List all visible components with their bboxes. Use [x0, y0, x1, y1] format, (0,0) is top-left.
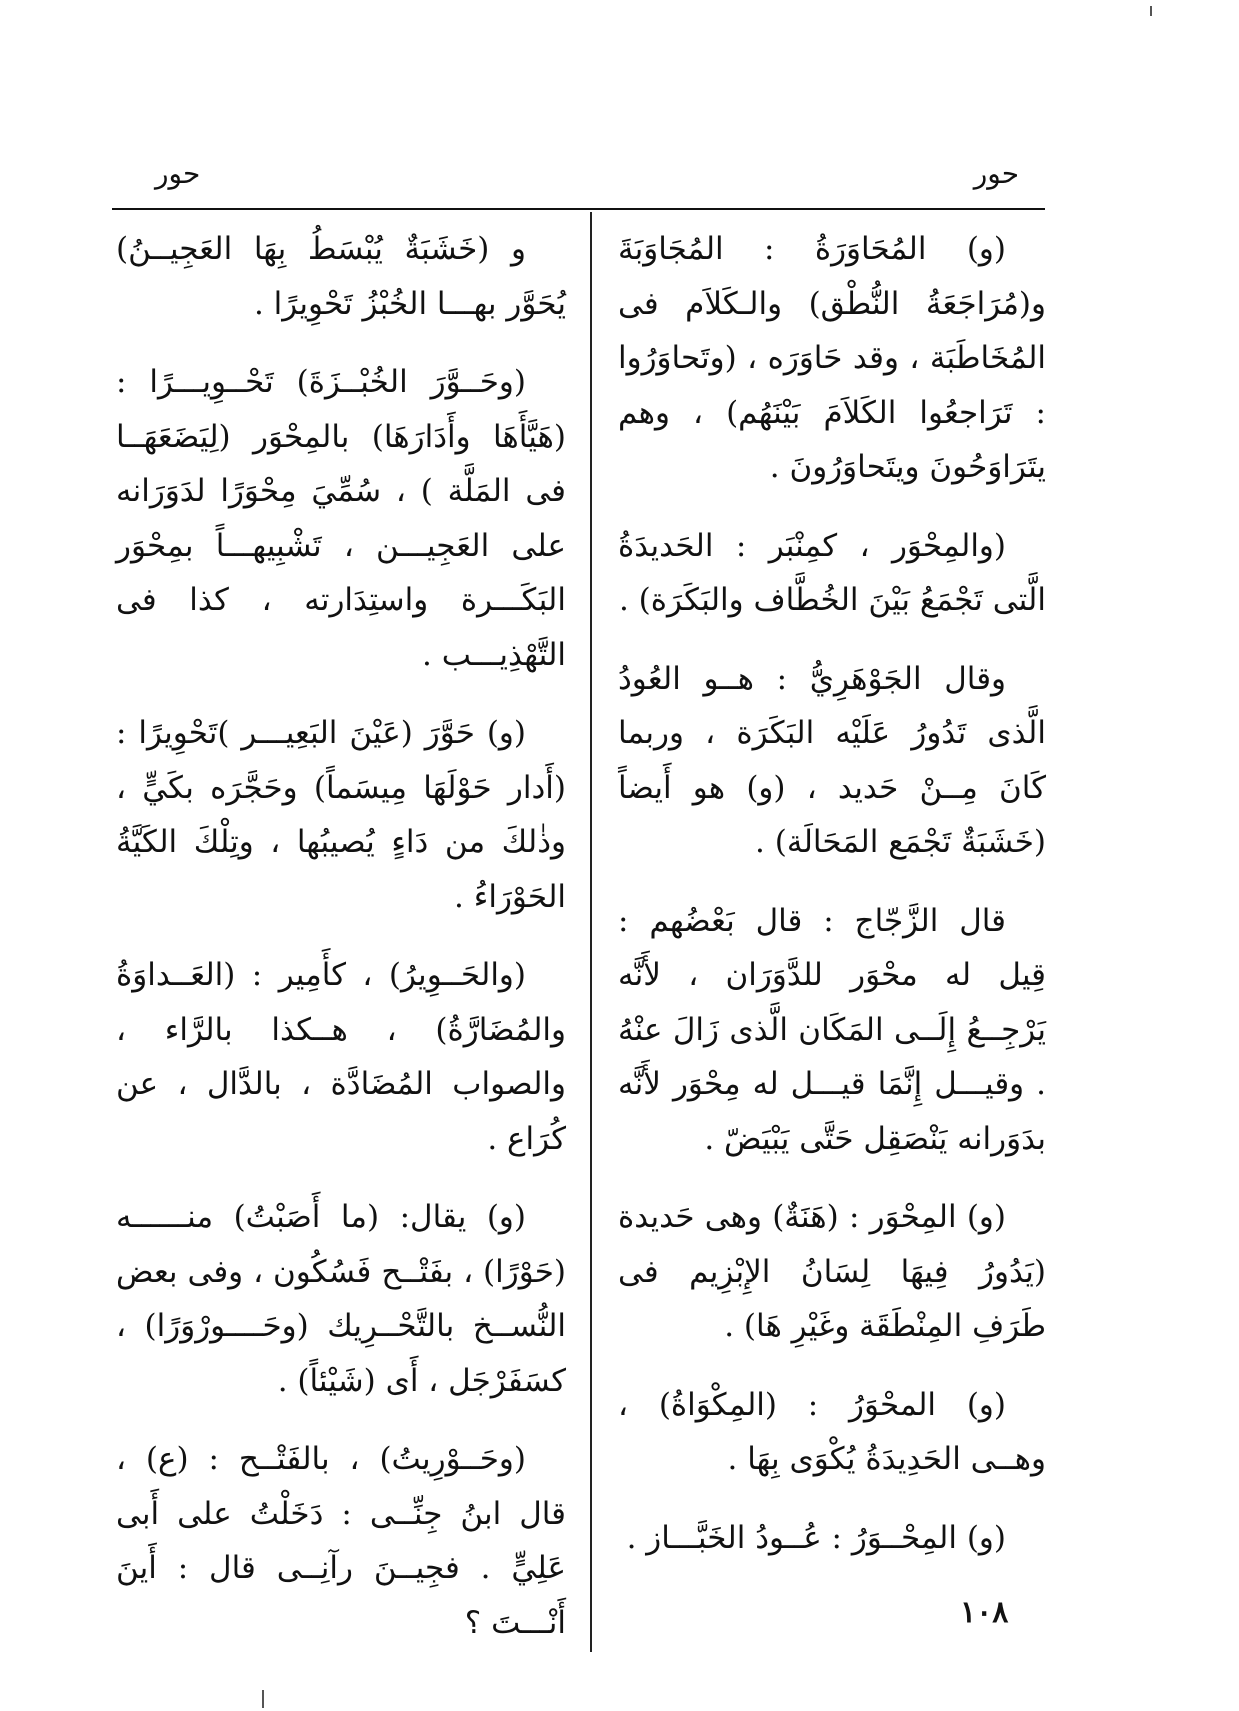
- entry-paragraph: (والحَــوِيرُ) ، كأَمِير : (العَــداوَةُ والمُضَارَّةُ) ، هــكذا بالرَّاء ، والصواب المُضَادَّة ، بالدَّال ، عن كُرَاع .: [116, 957, 566, 1157]
- right-column: [618, 222, 1046, 1589]
- entry-paragraph: (و) المِحْــوَرُ : عُــودُ الخَبَّـــاز .: [626, 1519, 1006, 1556]
- entry-paragraph: (و) المحْوَرُ : (المِكْوَاةُ) ، وهــى الحَدِيدَةُ يُكْوَى بِهَا .: [618, 1386, 1046, 1477]
- entry-paragraph: (و) يقال: (ما أَصَبْتُ) منــــــه (حَوْرًا) ، بفَتْــح فَسُكُون ، وفى بعض النُّســخ بالتَّحْــرِيك (وحَــــورْوَرًا) ، كسَفَرْجَل ، أَى (شَيْئاً) .: [116, 1199, 566, 1399]
- entry-paragraph: (و) المِحْوَر : (هَنَةٌ) وهى حَديدة (يَدُورُ فِيهَا لِسَانُ الإِبْزِيم فى طَرَفِ المِنْطَقَة وغَيْرِ هَا) .: [618, 1199, 1046, 1344]
- entry-paragraph: (وحَــوَّرَ الخُبْــزَةَ) تَحْــوِيـــرًا : (هَيَّأَهَا وأَدَارَهَا) بالمِحْوَر (لِيَضَعَهَــا فى المَلَّة ) ، سُمِّيَ مِحْوَرًا لدَوَرَانه على العَجِيـــن ، تَشْبِيهـــاً بمِحْوَر البَكَـــرة واستِدَارته ، كذا فى التَّهْذِيـــب .: [116, 364, 566, 673]
- entry-paragraph: (و) المُحَاوَرَةُ : المُجَاوَبَةَ و(مُرَاجَعَةُ النُّطْق) والـكَلاَم فى المُخَاطَبَة ، وقد حَاوَرَه ، (وتَحاوَرُوا : تَرَاجعُوا الكَلاَمَ بَيْنَهُم) ، وهم يتَرَاوَحُونَ ويتَحاوَرُونَ .: [618, 231, 1046, 485]
- running-header-right: حور: [973, 157, 1019, 190]
- entry-paragraph: وقال الجَوْهَرِيُّ : هــو العُودُ الَّذى تَدُورُ عَلَيْه البَكَرَة ، وربما كَانَ مِــنْ حَديد ، (و) هو أَيضاً (خَشَبَةٌ تَجْمَع المَحَالَة) .: [618, 660, 1046, 860]
- page-number: ١٠٨: [960, 1595, 1009, 1630]
- entry-paragraph: (وحَــوْرِيتُ) ، بالفَتْــح : (ع) ، قال ابنُ جِنِّــى : دَخَلْتُ على أَبى عَلِيٍّ . فجِيــنَ رآنِــى قال : أَينَ أَنْـــتَ ؟: [116, 1441, 566, 1641]
- scan-speck: [1150, 6, 1152, 16]
- running-header-left: حور: [155, 157, 201, 190]
- entry-paragraph: (والمِحْوَر ، كمِنْبَر : الحَديدَةُ الَّتى تَجْمَعُ بَيْنَ الخُطَّاف والبَكَرَة) .: [618, 527, 1046, 618]
- left-column: [116, 222, 566, 1674]
- entry-paragraph: (و) حَوَّرَ (عَيْنَ البَعِيـــر )تَحْوِيرًا : (أَدار حَوْلَهَا مِيسَماً) وحَجَّرَه بكَيٍّ ، وذٰلكَ من دَاءٍ يُصيبُها ، وتِلْكَ الكَيَّةُ الحَوْرَاءُ .: [116, 715, 566, 915]
- column-divider: [590, 212, 592, 1652]
- entry-paragraph: و (خَشَبَةٌ يُبْسَطُ بِهَا العَجِيــنُ) يُحَوَّر بهـــا الخُبْزُ تَحْوِيرًا .: [116, 231, 566, 322]
- scan-speck: [262, 1690, 264, 1708]
- entry-paragraph: قال الزَّجّاج : قال بَعْضُهم : قِيل له محْوَر للدَّوَرَان ، لأَنَّه يَرْجِــعُ إِلَــى المَكَان الَّذى زَالَ عنْهُ . وقيـــل إِنَّمَا قيـــل له مِحْوَر لأَنَّه بدَوَرانه يَنْصَقِل حَتَّى يَبْيَضّ .: [618, 902, 1046, 1157]
- header-rule: [112, 208, 1045, 210]
